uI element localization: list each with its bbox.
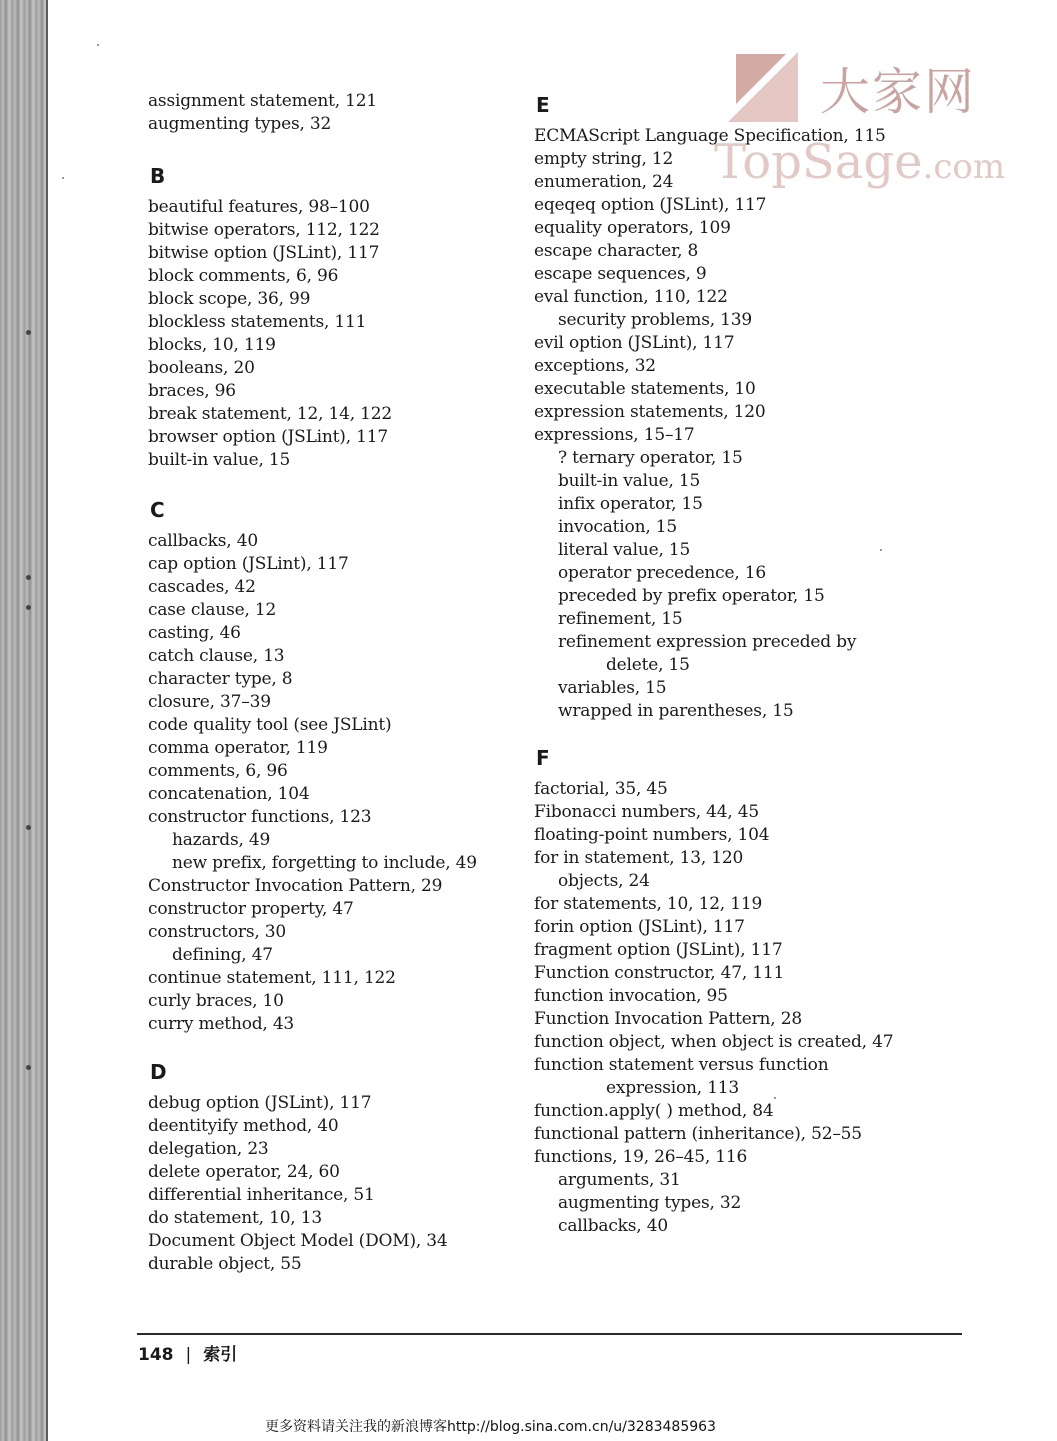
index-subentry: operator precedence, 16 [558, 563, 766, 583]
index-entry: comma operator, 119 [148, 738, 328, 758]
index-entry: do statement, 10, 13 [148, 1208, 322, 1228]
index-subentry: preceded by prefix operator, 15 [558, 586, 825, 606]
index-subentry: arguments, 31 [558, 1170, 681, 1190]
index-section [148, 90, 377, 136]
index-entry: cascades, 42 [148, 577, 256, 597]
spine-mark [26, 1065, 31, 1070]
index-subentry: literal value, 15 [558, 540, 691, 560]
index-entry: Constructor Invocation Pattern, 29 [148, 876, 443, 896]
page-footer [138, 1340, 237, 1365]
index-letter-heading: B [150, 164, 166, 188]
index-entry: assignment statement, 121 [148, 91, 378, 111]
page-number: 148 [138, 1345, 174, 1365]
index-subentry: expression, 113 [606, 1078, 740, 1098]
scan-speck [97, 44, 99, 46]
index-section [148, 496, 477, 1036]
index-entry: Document Object Model (DOM), 34 [148, 1231, 448, 1251]
index-entry: ECMAScript Language Specification, 115 [534, 126, 886, 146]
index-entry: functional pattern (inheritance), 52–55 [534, 1124, 862, 1144]
index-entry: closure, 37–39 [148, 692, 271, 712]
index-entry: break statement, 12, 14, 122 [148, 404, 392, 424]
index-subentry: built-in value, 15 [558, 471, 701, 491]
watermark-brand-domain: .com [922, 147, 1006, 187]
index-entry: functions, 19, 26–45, 116 [534, 1147, 748, 1167]
blog-link-note: 更多资料请关注我的新浪博客http://blog.sina.com.cn/u/3283485963 [265, 1419, 716, 1435]
index-entry: function object, when object is created, 47 [534, 1032, 894, 1052]
index-entry: function statement versus function [534, 1055, 829, 1075]
index-entry: floating-point numbers, 104 [534, 825, 770, 845]
index-entry: catch clause, 13 [148, 646, 285, 666]
index-entry: empty string, 12 [534, 149, 674, 169]
index-entry: executable statements, 10 [534, 379, 756, 399]
spine-mark [26, 575, 31, 580]
index-entry: enumeration, 24 [534, 172, 674, 192]
index-entry: function invocation, 95 [534, 986, 728, 1006]
index-entry: Function Invocation Pattern, 28 [534, 1009, 802, 1029]
index-entry: continue statement, 111, 122 [148, 968, 396, 988]
index-entry: Function constructor, 47, 111 [534, 963, 785, 983]
index-subentry: hazards, 49 [172, 830, 271, 850]
index-subentry: callbacks, 40 [558, 1216, 668, 1236]
book-spine [0, 0, 48, 1441]
spine-mark [26, 330, 31, 335]
index-letter-heading: E [536, 93, 550, 117]
footer-section-title: 索引 [203, 1345, 238, 1365]
index-section [534, 744, 893, 1238]
index-entry: fragment option (JSLint), 117 [534, 940, 783, 960]
index-entry: Fibonacci numbers, 44, 45 [534, 802, 760, 822]
index-section [534, 91, 886, 723]
index-subentry: objects, 24 [558, 871, 650, 891]
index-entry: beautiful features, 98–100 [148, 197, 370, 217]
index-entry: booleans, 20 [148, 358, 255, 378]
index-entry: blocks, 10, 119 [148, 335, 276, 355]
index-entry: constructors, 30 [148, 922, 287, 942]
index-entry: browser option (JSLint), 117 [148, 427, 388, 447]
index-entry: callbacks, 40 [148, 531, 258, 551]
index-entry: escape sequences, 9 [534, 264, 707, 284]
index-entry: comments, 6, 96 [148, 761, 288, 781]
watermark-brand-name: TopSage [714, 134, 923, 190]
watermark-brand-cn: 大家网 [820, 63, 976, 121]
index-entry: differential inheritance, 51 [148, 1185, 375, 1205]
index-section [148, 162, 392, 472]
index-entry: constructor functions, 123 [148, 807, 372, 827]
index-entry: delegation, 23 [148, 1139, 269, 1159]
index-entry: debug option (JSLint), 117 [148, 1093, 372, 1113]
index-letter-heading: C [150, 498, 165, 522]
index-entry: eval function, 110, 122 [534, 287, 728, 307]
index-entry: curry method, 43 [148, 1014, 295, 1034]
index-entry: evil option (JSLint), 117 [534, 333, 735, 353]
index-subentry: variables, 15 [558, 678, 667, 698]
index-entry: curly braces, 10 [148, 991, 284, 1011]
index-subentry: refinement, 15 [558, 609, 683, 629]
index-subentry: refinement expression preceded by [558, 632, 857, 652]
index-entry: augmenting types, 32 [148, 114, 332, 134]
index-entry: forin option (JSLint), 117 [534, 917, 745, 937]
index-entry: function.apply( ) method, 84 [534, 1101, 774, 1121]
index-entry: expression statements, 120 [534, 402, 766, 422]
index-entry: escape character, 8 [534, 241, 699, 261]
index-entry: equality operators, 109 [534, 218, 731, 238]
index-entry: delete operator, 24, 60 [148, 1162, 340, 1182]
index-subentry: wrapped in parentheses, 15 [558, 701, 794, 721]
index-entry: bitwise option (JSLint), 117 [148, 243, 380, 263]
index-subentry: augmenting types, 32 [558, 1193, 742, 1213]
index-subentry: infix operator, 15 [558, 494, 703, 514]
index-entry: for in statement, 13, 120 [534, 848, 744, 868]
index-subentry: defining, 47 [172, 945, 273, 965]
index-letter-heading: D [150, 1060, 167, 1084]
index-entry: code quality tool (see JSLint) [148, 715, 392, 735]
footer-rule [137, 1333, 962, 1335]
index-entry: expressions, 15–17 [534, 425, 695, 445]
index-entry: character type, 8 [148, 669, 293, 689]
index-subentry: ? ternary operator, 15 [558, 448, 743, 468]
index-entry: block scope, 36, 99 [148, 289, 311, 309]
index-entry: concatenation, 104 [148, 784, 310, 804]
index-entry: deentityify method, 40 [148, 1116, 339, 1136]
index-subentry: invocation, 15 [558, 517, 677, 537]
index-letter-heading: F [536, 746, 550, 770]
spine-mark [26, 825, 31, 830]
index-entry: built-in value, 15 [148, 450, 291, 470]
index-entry: factorial, 35, 45 [534, 779, 668, 799]
index-entry: durable object, 55 [148, 1254, 302, 1274]
index-entry: casting, 46 [148, 623, 241, 643]
index-entry: for statements, 10, 12, 119 [534, 894, 763, 914]
index-entry: constructor property, 47 [148, 899, 354, 919]
index-entry: eqeqeq option (JSLint), 117 [534, 195, 767, 215]
index-subentry: security problems, 139 [558, 310, 752, 330]
index-entry: blockless statements, 111 [148, 312, 367, 332]
index-entry: cap option (JSLint), 117 [148, 554, 349, 574]
index-section [148, 1058, 448, 1276]
index-entry: exceptions, 32 [534, 356, 656, 376]
index-entry: case clause, 12 [148, 600, 277, 620]
index-entry: braces, 96 [148, 381, 236, 401]
scan-speck [62, 177, 64, 179]
spine-mark [26, 605, 31, 610]
index-subentry: new prefix, forgetting to include, 49 [172, 853, 477, 873]
index-subentry: delete, 15 [606, 655, 690, 675]
index-entry: bitwise operators, 112, 122 [148, 220, 380, 240]
index-entry: block comments, 6, 96 [148, 266, 339, 286]
footer-separator: | [185, 1345, 192, 1365]
